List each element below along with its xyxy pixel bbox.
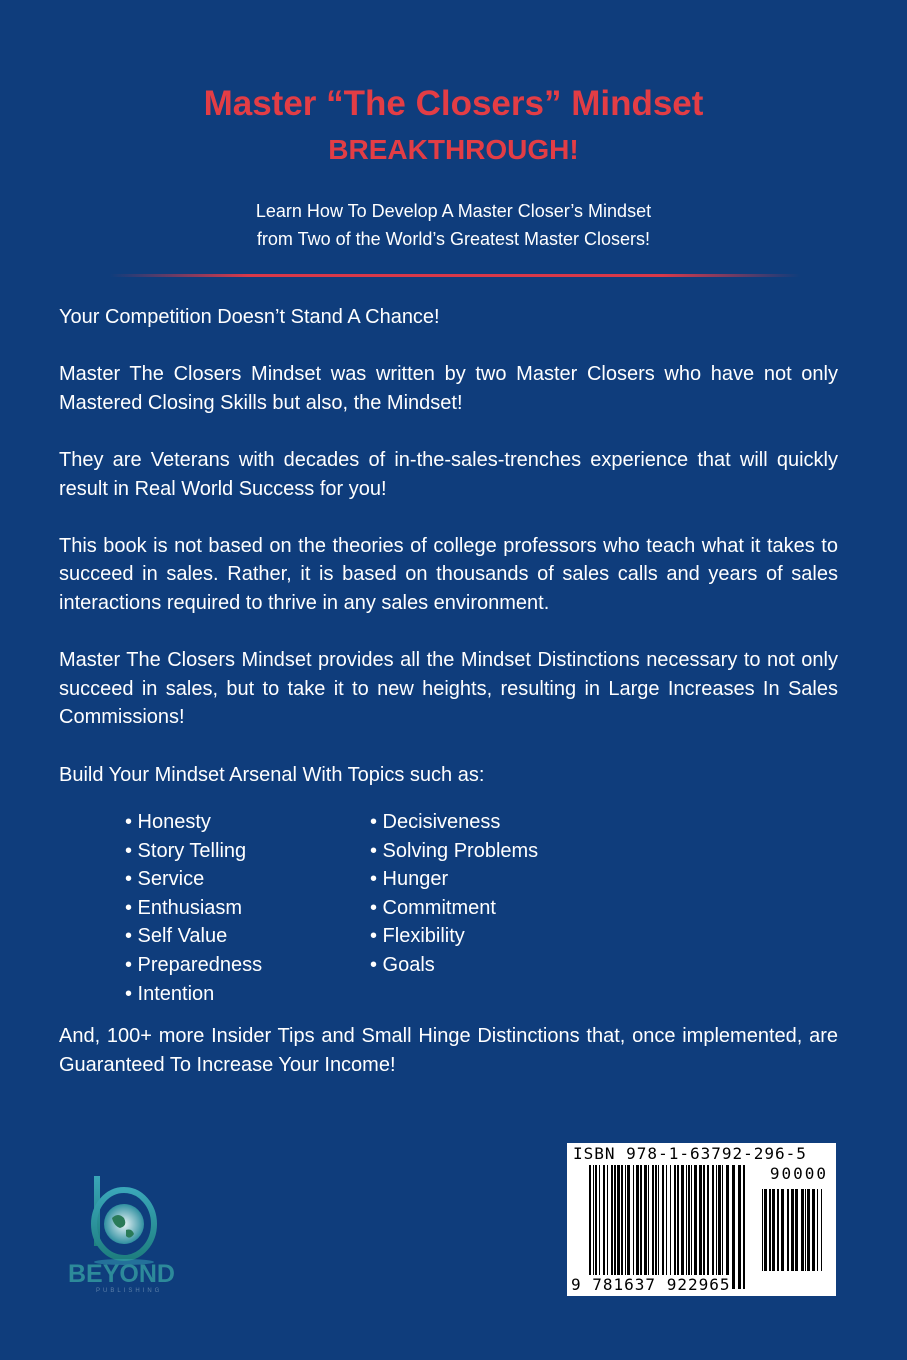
barcode-bar [781, 1189, 784, 1271]
list-item: • Solving Problems [370, 839, 539, 862]
barcode-bar [686, 1165, 687, 1289]
barcode-bar [677, 1165, 679, 1289]
tagline-line-2: from Two of the World’s Greatest Master Closers! [256, 229, 651, 249]
tagline [0, 197, 907, 253]
barcode-bar [812, 1189, 815, 1271]
list-item: • Self Value [125, 925, 228, 948]
barcode-bar [716, 1165, 717, 1289]
barcode-bar [712, 1165, 714, 1289]
topics-left [125, 808, 370, 1008]
paragraph: Your Competition Doesn’t Stand A Chance! [59, 306, 440, 328]
list-item: • Goals [370, 954, 435, 977]
list-item: • Story Telling [125, 839, 247, 862]
barcode-bar [593, 1165, 594, 1289]
barcode-bar [648, 1165, 649, 1289]
ean-number: 9 781637 922965 [571, 1275, 731, 1294]
barcode-bar [681, 1165, 684, 1289]
list-intro: Build Your Mindset Arsenal With Topics such as: [59, 763, 485, 786]
barcode-bar [718, 1165, 721, 1289]
list-item: • Preparedness [125, 954, 263, 977]
list-item: • Decisiveness [370, 811, 501, 834]
barcode-bar [777, 1189, 779, 1271]
book-title: Master “The Closers” Mindset [203, 84, 704, 123]
barcode-bar [769, 1189, 771, 1271]
barcode-bar [726, 1165, 729, 1289]
closing-paragraph: And, 100+ more Insider Tips and Small Hinge Distinctions that, once implemented, are Guaranteed To Increase Your Income! [59, 1025, 838, 1076]
topics-right [370, 808, 615, 1008]
list-item: • Hunger [370, 868, 449, 891]
publisher-logo [60, 1170, 190, 1295]
barcode-bar [691, 1165, 692, 1289]
description [59, 303, 838, 1108]
divider [110, 274, 800, 277]
barcode-bar [722, 1165, 723, 1289]
barcode-bar [791, 1189, 794, 1271]
paragraph: Master The Closers Mindset provides all the Mindset Distinctions necessary to not only succeed in sales, but to take it to new heights, resulting in Large Increases In Sales Commissions! [59, 649, 838, 729]
barcode-bar [805, 1189, 806, 1271]
barcode-bar [743, 1165, 745, 1289]
barcode-bar [688, 1165, 690, 1289]
barcode-bar [607, 1165, 608, 1289]
barcode-bar [655, 1165, 657, 1289]
list-item: • Flexibility [370, 925, 465, 948]
publisher-name: BEYOND [68, 1260, 175, 1288]
barcode-bar [625, 1165, 626, 1289]
list-item: • Service [125, 868, 205, 891]
publisher-tagline: PUBLISHING [96, 1288, 163, 1294]
list-item: • Intention [125, 982, 215, 1005]
barcode-bar [614, 1165, 616, 1289]
barcode-bar [640, 1165, 642, 1289]
barcode-bar [621, 1165, 623, 1289]
book-subtitle: BREAKTHROUGH! [328, 134, 579, 165]
barcode-bar [795, 1189, 798, 1271]
barcode-bar [772, 1189, 775, 1271]
barcode-bar [703, 1165, 705, 1289]
barcode-bar [636, 1165, 639, 1289]
barcode-bar [658, 1165, 659, 1289]
barcode-bar [821, 1189, 822, 1271]
barcode-bar [662, 1165, 664, 1289]
barcode-bar [644, 1165, 647, 1289]
barcode-bar [611, 1165, 613, 1289]
barcode-bar [633, 1165, 634, 1289]
paragraph: Master The Closers Mindset was written by two Master Closers who have not only Mastered Closing Skills but also, the Mindset! [59, 363, 838, 414]
barcode-bar [595, 1165, 597, 1289]
list-item: • Enthusiasm [125, 896, 243, 919]
barcode-bar [732, 1165, 735, 1289]
isbn-barcode [567, 1143, 836, 1296]
barcode-bar [599, 1165, 600, 1289]
barcode-bar [707, 1165, 709, 1289]
barcode-bar [787, 1189, 789, 1271]
list-item: • Honesty [125, 811, 211, 834]
topics-list [125, 808, 838, 1008]
tagline-line-1: Learn How To Develop A Master Closer’s Mindset [255, 201, 652, 221]
barcode-bar [762, 1189, 763, 1271]
barcode-bar [694, 1165, 697, 1289]
barcode-bar [617, 1165, 620, 1289]
list-item: • Commitment [370, 896, 496, 919]
barcode-bar [589, 1165, 591, 1289]
barcode-bar [801, 1189, 804, 1271]
barcode-bar [674, 1165, 676, 1289]
isbn-text: ISBN 978-1-63792-296-5 [573, 1144, 807, 1163]
barcode-bar [807, 1189, 810, 1271]
price-code: 90000 [769, 1164, 828, 1183]
barcode-bar [670, 1165, 671, 1289]
barcode-bar [699, 1165, 702, 1289]
barcode-bar [666, 1165, 667, 1289]
barcode-bar [738, 1165, 741, 1289]
barcode-bar [603, 1165, 605, 1289]
barcode-bar [627, 1165, 630, 1289]
barcode-bar [764, 1189, 767, 1271]
paragraph: They are Veterans with decades of in-the-sales-trenches experience that will quickly result in Real World Success for you! [59, 448, 838, 500]
paragraph: This book is not based on the theories of college professors who teach what it takes to succeed in sales. Rather, it is based on thousands of sales calls and years of sales interactions required to thrive in any sales environment. [59, 534, 838, 614]
barcode-bar [652, 1165, 654, 1289]
barcode-bar [817, 1189, 818, 1271]
